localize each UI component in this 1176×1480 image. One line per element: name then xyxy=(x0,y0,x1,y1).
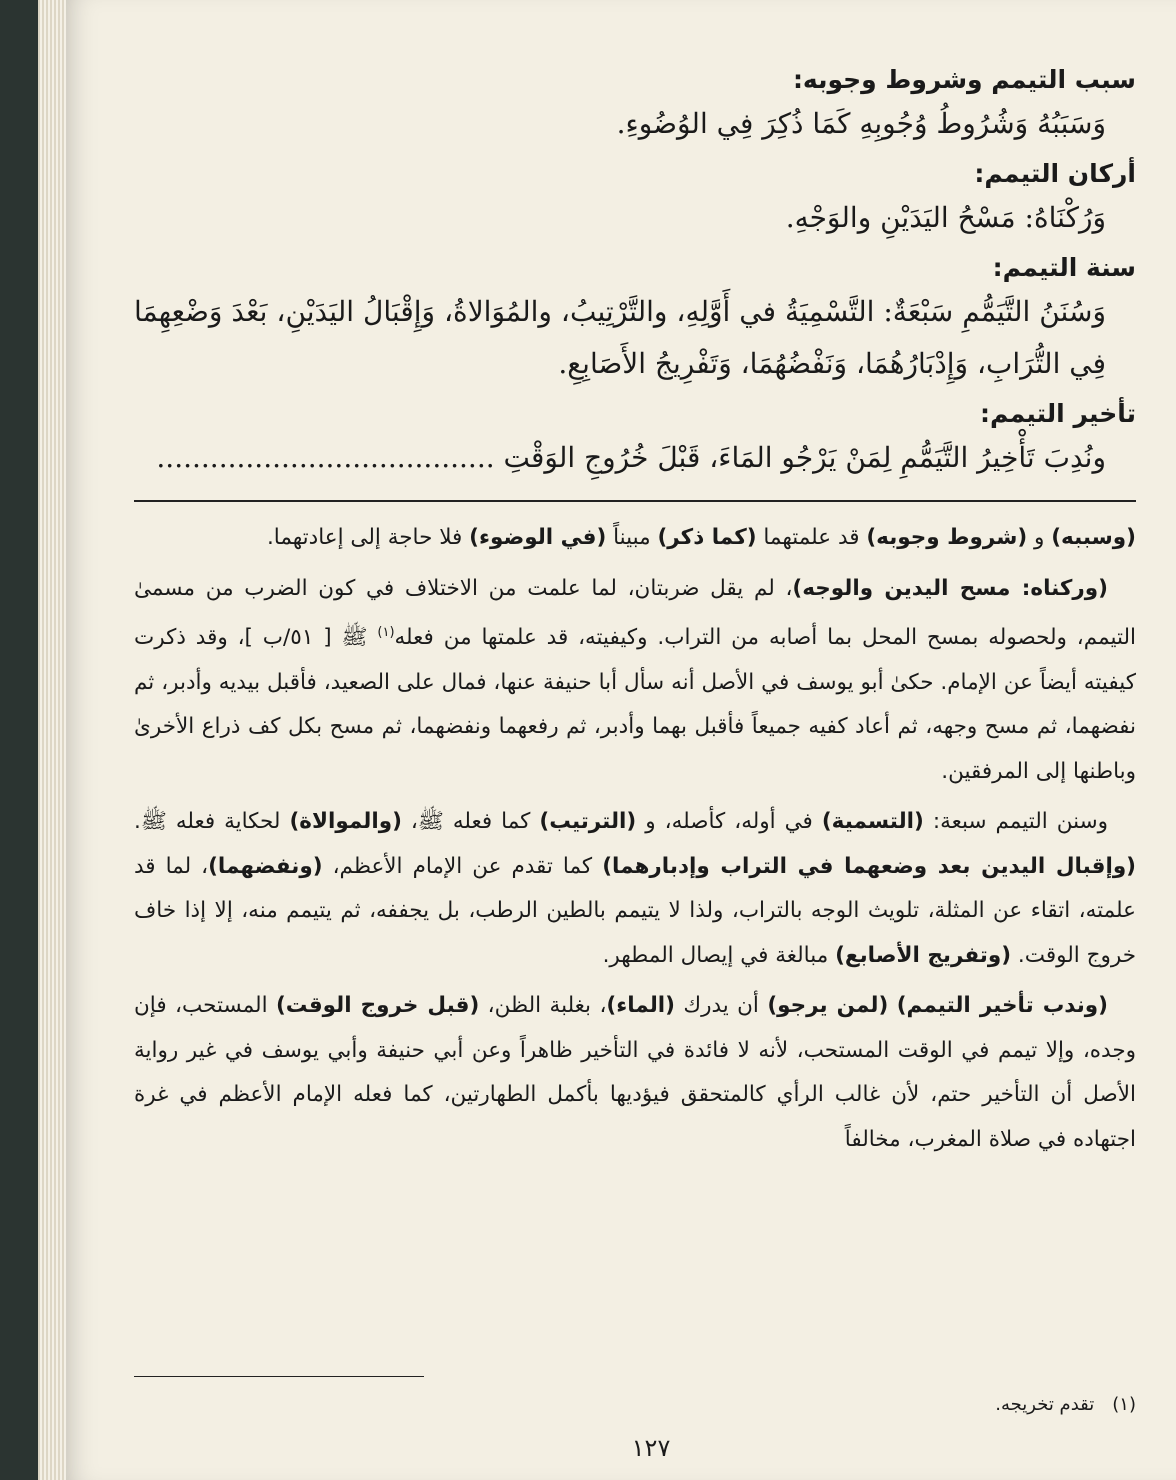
commentary-text: لحكاية فعله ﷺ. xyxy=(134,809,290,835)
matn-section-2 xyxy=(134,156,1136,244)
book-cover-edge xyxy=(0,0,38,1480)
matn-text: وَسَبَبُهُ وَشُرُوطُ وُجُوبِهِ كَمَا ذُكِرَ فِي الوُضُوءِ. xyxy=(616,107,1106,140)
commentary-text: فلا حاجة إلى إعادتهما. xyxy=(266,525,470,550)
quoted-matn: (في الوضوء) xyxy=(469,525,607,550)
commentary-text: و xyxy=(1027,525,1052,550)
commentary-text: ، بغلبة الظن، xyxy=(479,993,607,1019)
footnote-reference[interactable]: (١) xyxy=(377,625,395,640)
commentary-text: مبيناً xyxy=(606,525,658,550)
quoted-matn: (التسمية) xyxy=(821,809,924,835)
quoted-matn: (وندب تأخير التيمم) xyxy=(896,993,1108,1019)
quoted-matn: (كما ذكر) xyxy=(657,525,757,550)
commentary-paragraph-2 xyxy=(134,567,1136,795)
quoted-matn: (قبل خروج الوقت) xyxy=(275,993,480,1019)
matn-section-1 xyxy=(134,62,1136,150)
commentary-text: مبالغة في إيصال المطهر. xyxy=(602,942,836,968)
matn-section-4 xyxy=(134,396,1136,484)
commentary-paragraph-4 xyxy=(134,984,1136,1162)
quoted-matn: (الماء) xyxy=(606,993,675,1019)
matn-text: ونُدِبَ تَأْخِيرُ التَّيَمُّمِ لِمَنْ يَرْجُو المَاءَ، قَبْلَ خُرُوجِ الوَقْتِ ...................................... xyxy=(156,441,1106,474)
footnote-number: (١) xyxy=(1112,1394,1136,1415)
quoted-matn: (ونفضهما) xyxy=(208,853,323,879)
commentary-text: وسنن التيمم سبعة: xyxy=(923,809,1108,835)
commentary-text: المستحب، فإن وجده، وإلا تيمم في الوقت المستحب، لأنه لا فائدة في التأخير ظاهراً وعن أبي حنيفة وأبي يوسف في غير رواية الأصل أن التأخير حتم، لأن غالب الرأي كالمتحقق فيؤديها بأكمل الطهارتين، كما فعله الإمام الأعظم في غرة اجتهاده في صلاة المغرب، مخالفاً xyxy=(134,993,1136,1152)
quoted-matn: (وسببه) xyxy=(1051,525,1136,550)
quoted-matn: (والموالاة) xyxy=(289,809,402,835)
section-heading: سبب التيمم وشروط وجوبه: xyxy=(792,65,1136,94)
commentary-text: كما فعله ﷺ، xyxy=(401,809,540,835)
commentary-paragraph-3 xyxy=(134,800,1136,978)
page-number: ١٢٧ xyxy=(631,1434,671,1462)
commentary-text: كما تقدم عن الإمام الأعظم، xyxy=(322,853,603,879)
section-heading: أركان التيمم: xyxy=(974,159,1136,188)
commentary-text: في أوله، كأصله، و xyxy=(636,809,822,835)
commentary-text xyxy=(888,993,896,1018)
commentary-text: ، لما قد علمته، اتقاء عن المثلة، تلويث الوجه بالتراب، ولذا لا يتيمم بالطين الرطب، بل يجففه، ثم يتيمم منه، إلا إذا خاف خروج الوقت. xyxy=(134,853,1136,968)
commentary-text: ﷺ [ ٥١/ب ]، وقد ذكرت كيفيته أيضاً عن الإمام. حكىٰ أبو يوسف في الأصل أنه سأل أبا حنيفة عنها، فمال على الصعيد، فأقبل بيديه وأدبر، ثم نفضهما، ثم مسح وجهه، ثم أعاد كفيه جميعاً فأقبل بهما وأدبر، ثم رفعهما ونفضهما، ثم مسح بكل كف ذراع الأخرىٰ وباطنها إلى المرفقين. xyxy=(134,625,1136,784)
commentary-text: ، لم يقل ضربتان، لما علمت من الاختلاف في كون الضرب من مسمىٰ التيمم، ولحصوله بمسح المحل بما أصابه من التراب. وكيفيته، قد علمتها من فعله xyxy=(134,575,1136,651)
commentary-text: قد علمتهما xyxy=(756,525,867,550)
footnote xyxy=(134,1390,1136,1420)
page-content xyxy=(134,62,1136,1168)
quoted-matn: (لمن يرجو) xyxy=(767,993,889,1019)
quoted-matn: (وتفريج الأصابع) xyxy=(835,942,1012,968)
section-heading: تأخير التيمم: xyxy=(980,399,1136,428)
matn-text: وَرُكْنَاهُ: مَسْحُ اليَدَيْنِ والوَجْهِ. xyxy=(785,201,1106,234)
quoted-matn: (وركناه: مسح اليدين والوجه) xyxy=(792,575,1108,601)
quoted-matn: (شروط وجوبه) xyxy=(866,525,1028,550)
section-heading: سنة التيمم: xyxy=(992,253,1136,282)
quoted-matn: (الترتيب) xyxy=(539,809,637,835)
page-edges xyxy=(38,0,66,1480)
footnote-divider xyxy=(134,1376,424,1377)
matn-section-3 xyxy=(134,250,1136,390)
commentary-paragraph-1 xyxy=(134,516,1136,561)
quoted-matn: (وإقبال اليدين بعد وضعهما في التراب وإدبارهما) xyxy=(602,853,1137,879)
commentary-text: أن يدرك xyxy=(674,993,768,1019)
footnote-text: تقدم تخريجه. xyxy=(995,1394,1095,1415)
matn-commentary-divider xyxy=(134,500,1136,502)
matn-text: وَسُنَنُ التَّيَمُّمِ سَبْعَةٌ: التَّسْمِيَةُ في أَوَّلِهِ، والتَّرْتِيبُ، والمُوَالاةُ، وَإِقْبَالُ اليَدَيْنِ، بَعْدَ وَضْعِهِمَا فِي التُّرَابِ، وَإِدْبَارُهُمَا، وَنَفْضُهُمَا، وَتَفْرِيجُ الأَصَابِعِ. xyxy=(134,295,1106,380)
